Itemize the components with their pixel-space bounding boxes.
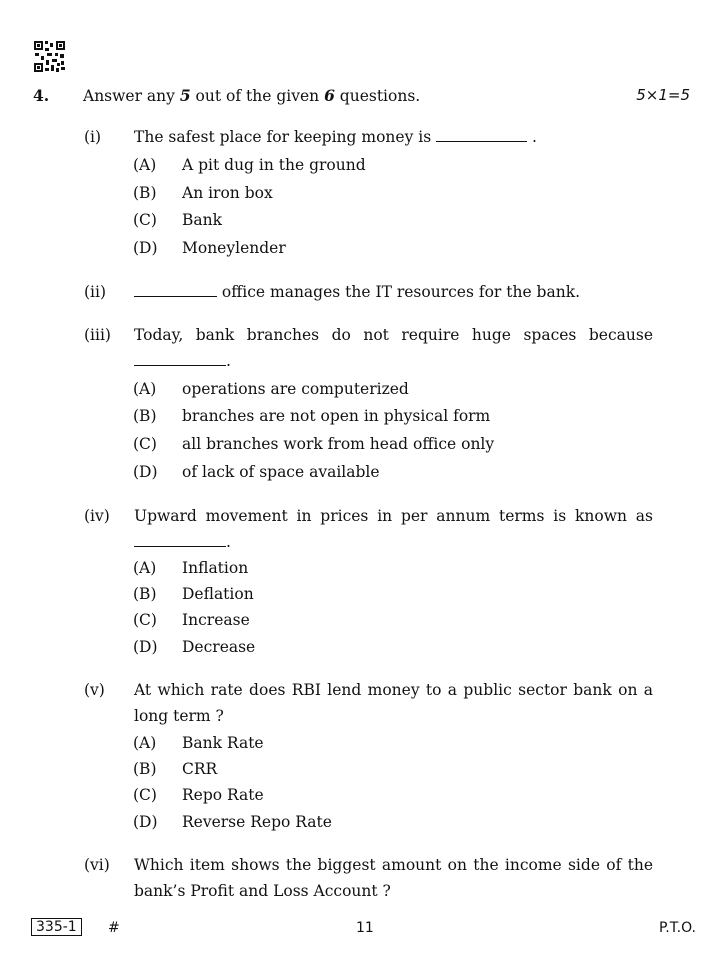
item-text: The safest place for keeping money is . [134, 128, 537, 146]
option-text: Bank [182, 211, 223, 229]
option-label: (C) [133, 435, 157, 453]
option-text: of lack of space available [182, 463, 380, 481]
option-text: all branches work from head office only [182, 435, 495, 453]
option-label: (C) [133, 611, 157, 629]
item-number: (vi) [84, 856, 110, 874]
option-label: (D) [133, 463, 158, 481]
item-text-continued: . [134, 533, 231, 551]
question-marks: 5×1=5 [636, 86, 690, 104]
option-text: CRR [182, 760, 218, 778]
item-text-continued: long term ? [134, 707, 224, 725]
item-number: (i) [84, 128, 102, 146]
option-label: (B) [133, 407, 157, 425]
option-label: (B) [133, 760, 157, 778]
item-number: (iii) [84, 326, 111, 344]
answer-blank [436, 140, 527, 142]
option-label: (C) [133, 211, 157, 229]
option-text: A pit dug in the ground [182, 156, 366, 174]
option-label: (A) [133, 380, 157, 398]
item-text-continued: . [134, 352, 231, 370]
pto-label: P.T.O. [659, 920, 696, 936]
option-text: Deflation [182, 585, 254, 603]
option-text: Moneylender [182, 239, 286, 257]
question-number: 4. [33, 86, 50, 105]
option-text: Bank Rate [182, 734, 264, 752]
hash-mark: # [108, 920, 120, 936]
item-number: (ii) [84, 283, 107, 301]
option-text: operations are computerized [182, 380, 409, 398]
option-label: (A) [133, 559, 157, 577]
answer-blank [134, 545, 226, 547]
option-label: (A) [133, 156, 157, 174]
option-text: Repo Rate [182, 786, 264, 804]
paper-code: 335-1 [31, 918, 82, 936]
item-text-continued: bank’s Profit and Loss Account ? [134, 882, 391, 900]
item-text: Which item shows the biggest amount on the income side of the [134, 856, 653, 874]
option-label: (D) [133, 813, 158, 831]
option-label: (A) [133, 734, 157, 752]
option-text: branches are not open in physical form [182, 407, 491, 425]
qr-code [33, 40, 66, 73]
option-label: (B) [133, 585, 157, 603]
option-text: Decrease [182, 638, 256, 656]
option-text: An iron box [182, 184, 273, 202]
answer-blank [134, 295, 217, 297]
option-text: Inflation [182, 559, 249, 577]
item-text: Today, bank branches do not require huge spaces because [134, 326, 653, 344]
answer-blank [134, 364, 226, 366]
question-instruction: Answer any 5 out of the given 6 questions. [83, 86, 421, 105]
option-label: (B) [133, 184, 157, 202]
option-text: Reverse Repo Rate [182, 813, 332, 831]
option-label: (D) [133, 638, 158, 656]
item-text: Upward movement in prices in per annum terms is known as [134, 507, 653, 525]
option-label: (D) [133, 239, 158, 257]
item-number: (v) [84, 681, 105, 699]
option-text: Increase [182, 611, 250, 629]
item-text: office manages the IT resources for the bank. [134, 283, 580, 301]
page-number: 11 [356, 920, 374, 936]
item-text: At which rate does RBI lend money to a public sector bank on a [134, 681, 653, 699]
item-number: (iv) [84, 507, 110, 525]
option-label: (C) [133, 786, 157, 804]
